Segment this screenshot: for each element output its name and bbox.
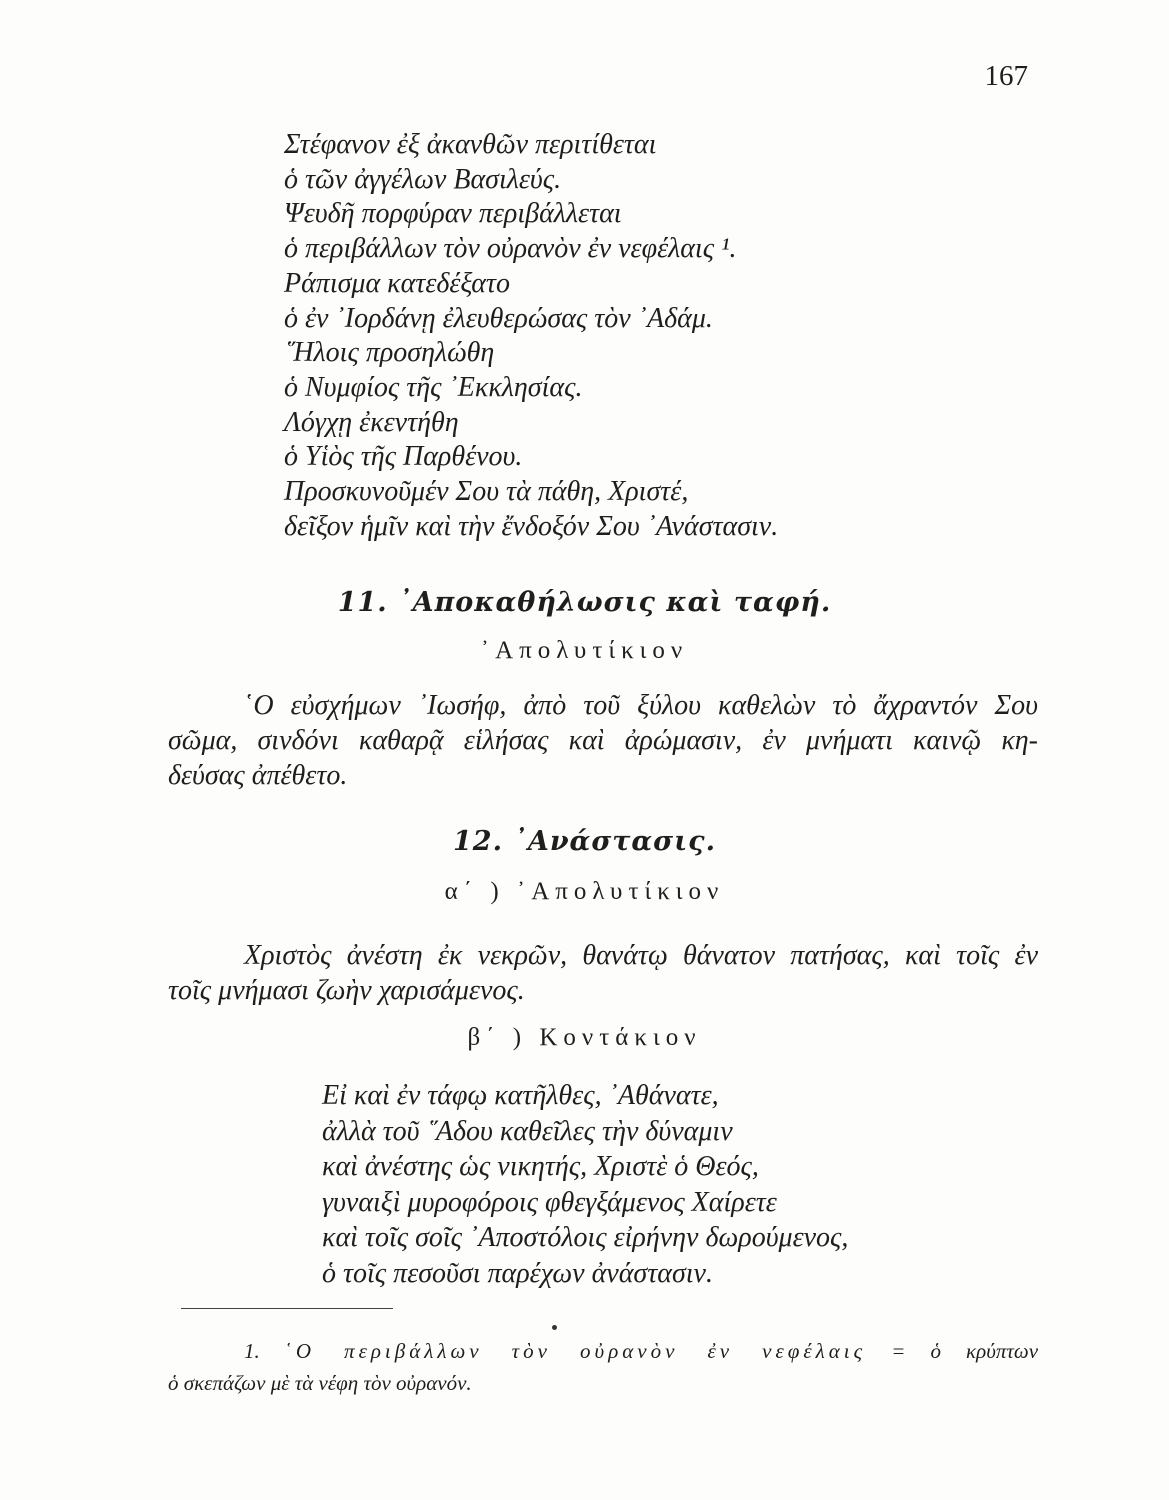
footnote-divider — [181, 1308, 393, 1309]
kontakion-verses — [322, 1078, 848, 1291]
section-11-title: 11. ᾿Αποκαθήλωσις καὶ ταφή. — [337, 587, 832, 618]
section-12-title: 12. ᾿Ανάστασις. — [453, 826, 716, 857]
section-11-subtitle: ᾿Απολυτίκιον — [480, 637, 689, 664]
passion-poem — [284, 128, 778, 544]
poem-line: ῞Ηλοις προσηλώθη — [284, 337, 495, 369]
section-11-text — [168, 688, 1038, 793]
verse-line: γυναιξὶ μυροφόροις φθεγξάμενος Χαίρετε — [322, 1186, 777, 1218]
footnote-equals: = — [891, 1339, 906, 1363]
poem-line: δεῖξον ἡμῖν καὶ τὴν ἔνδοξόν Σου ᾿Ανάστασιν. — [284, 510, 779, 542]
verse-line: καὶ τοῖς σοῖς ᾿Αποστόλοις εἰρήνην δωρούμενος, — [322, 1222, 849, 1253]
paragraph-line: ῾Ο εὐσχήμων ᾿Ιωσήφ, ἀπὸ τοῦ ξύλου καθελὼν τὸ ἄχραντόν Σου — [244, 690, 1038, 721]
paragraph-line: Χριστὸς ἀνέστη ἐκ νεκρῶν, θανάτῳ θάνατον πατήσας, καὶ τοῖς ἐν — [244, 940, 1038, 971]
poem-line: Στέφανον ἐξ ἀκανθῶν περιτίθεται — [284, 129, 657, 160]
poem-line: Προσκυνοῦμέν Σου τὰ πάθη, Χριστέ, — [284, 476, 689, 508]
poem-line: ὁ Νυμφίος τῆς ᾿Εκκλησίας. — [284, 371, 583, 403]
page-number: 167 — [984, 60, 1028, 92]
paragraph-line: σῶμα, σινδόνι καθαρᾷ εἱλήσας καὶ ἀρώμασιν, ἐν μνήματι καινῷ κη- — [168, 725, 1038, 756]
verse-line: ἀλλὰ τοῦ ῞Αδου καθεῖλες τὴν δύναμιν — [322, 1115, 733, 1147]
verse-line: καὶ ἀνέστης ὡς νικητής, Χριστὲ ὁ Θεός, — [322, 1151, 759, 1182]
poem-line: ὁ ἐν ᾿Ιορδάνῃ ἐλευθερώσας τὸν ᾿Αδάμ. — [284, 302, 713, 334]
footnote-term: ῾Ο περιβάλλων τὸν οὐρανὸν ἐν νεφέλαις — [284, 1339, 867, 1363]
verse-line: Εἰ καὶ ἐν τάφῳ κατῆλθες, ᾿Αθάνατε, — [322, 1080, 719, 1111]
poem-line: ὁ Υἱὸς τῆς Παρθένου. — [284, 441, 523, 473]
poem-line: Ράπισμα κατεδέξατο — [284, 267, 510, 299]
poem-line: Ψευδῆ πορφύραν περιβάλλεται — [284, 198, 622, 230]
section-12-sub-b: β΄ ) Κοντάκιον — [467, 1024, 702, 1051]
poem-line: Λόγχῃ ἐκεντήθη — [284, 406, 459, 438]
footnote-marker: 1. — [244, 1339, 260, 1363]
footnote-line-1 — [168, 1336, 1038, 1366]
printer-dot — [552, 1325, 557, 1330]
verse-line: ὁ τοῖς πεσοῦσι παρέχων ἀνάστασιν. — [322, 1257, 713, 1289]
footnote-definition: ὁ κρύπτων — [930, 1339, 1039, 1363]
poem-line: ὁ περιβάλλων τὸν οὐρανὸν ἐν νεφέλαις ¹. — [284, 233, 737, 265]
section-12-sub-a: α΄ ) ᾿Απολυτίκιον — [444, 878, 725, 905]
section-12-text-a — [168, 938, 1038, 1008]
footnote-line-2: ὁ σκεπάζων μὲ τὰ νέφη τὸν οὐρανόν. — [168, 1371, 472, 1395]
paragraph-line: τοῖς μνήμασι ζωὴν χαρισάμενος. — [168, 975, 525, 1006]
paragraph-line: δεύσας ἀπέθετο. — [168, 760, 348, 791]
poem-line: ὁ τῶν ἀγγέλων Βασιλεύς. — [284, 163, 562, 195]
